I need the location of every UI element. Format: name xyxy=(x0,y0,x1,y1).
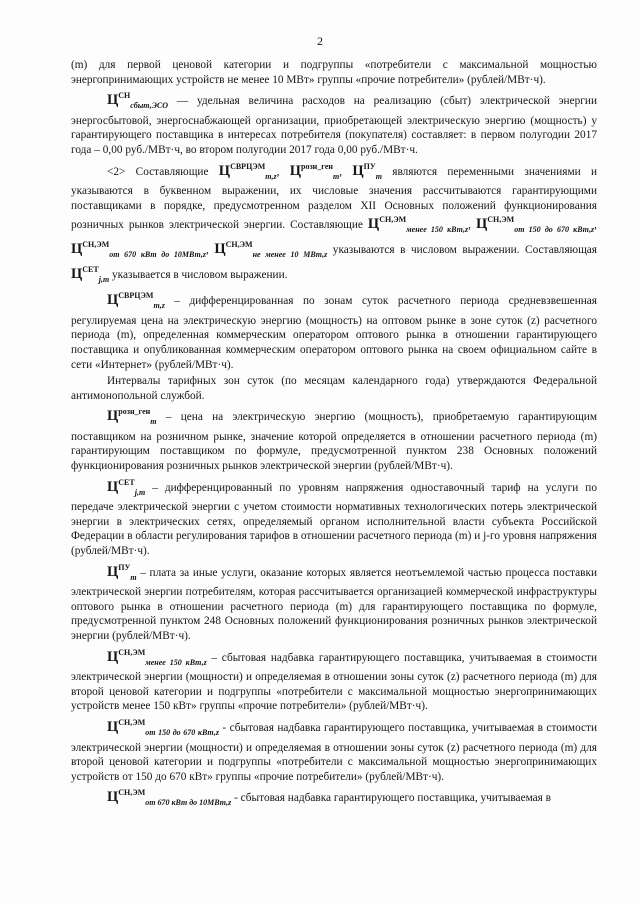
formula-superscript: СН,ЭМ xyxy=(225,239,253,249)
formula-symbol: Ц xyxy=(367,216,380,233)
formula-superscript: ПУ xyxy=(363,161,376,171)
formula-superscript: ПУ xyxy=(118,562,131,572)
formula-superscript: СН,ЭМ xyxy=(82,239,110,249)
formula-superscript: СН,ЭМ xyxy=(118,788,146,798)
formula-subscript: сбыт,ЭСО xyxy=(130,101,169,111)
formula-superscript: СВРЦЭМ xyxy=(230,161,266,171)
formula-subscript: менее 150 кВт,z xyxy=(406,225,469,235)
formula-superscript: СН,ЭМ xyxy=(487,215,515,225)
formula-superscript: СВРЦЭМ xyxy=(118,291,154,301)
formula-superscript: СЕТ xyxy=(118,477,135,487)
paragraph-text: – плата за иные услуги, оказание которых является неотъемлемой частью процесса поставки электрической энергии потребителям, которая рассчитывается организацией коммерческой инфраструктуры оптового рынка в отношении расчетного периода (m) для гарантирующего поставщика по формуле, предусмотренной пунктом 248 Основных положений функционирования розничных рынков электрической энергии (рублей/МВт·ч). xyxy=(71,566,597,642)
paragraph-text: указывается в числовом выражении. xyxy=(109,268,288,281)
paragraph-markup-under-150 xyxy=(71,646,597,714)
formula-symbol: Ц xyxy=(107,718,119,735)
formula-superscript: СН,ЭМ xyxy=(118,717,146,727)
paragraph-tariff-intervals: Интервалы тарифных зон суток (по месяцам календарного года) утверждаются Федеральной антимонопольной службой. xyxy=(71,375,597,402)
paragraph-text: - сбытовая надбавка гарантирующего поставщика, учитываемая в стоимости электрической энергии (мощности) и определяемая в отношении зоны суток (z) расчетного периода (m) для второй ценовой категории и подгруппы «потребители с максимальной мощностью энергопринимающих устройств от 150 до 670 кВт» группы «прочие потребители» (рублей/МВт·ч). xyxy=(71,721,597,783)
paragraph-sbyt-eso xyxy=(71,89,597,157)
paragraph-text: – дифференцированный по уровням напряжения одноставочный тариф на услуги по передаче электрической энергии с учетом стоимости нормативных технологических потерь электрической энергии в электрических сетях, определяемый органом исполнительной власти субъекта Российской Федерации в области регулирования тарифов в отношении расчетного периода (m) и j-го уровня напряжения (рублей/МВт·ч). xyxy=(71,481,597,558)
formula-subscript: не менее 10 МВт,z xyxy=(252,249,328,259)
formula-superscript: розн_ген xyxy=(301,161,333,171)
paragraph-text: <2> Составляющие xyxy=(107,165,219,178)
formula-subscript: m xyxy=(130,572,137,582)
formula-symbol: Ц xyxy=(107,789,119,806)
paragraph-markup-670-10mw xyxy=(71,786,597,811)
formula-subscript: от 150 до 670 кВт,z xyxy=(514,225,595,235)
formula-superscript: СН xyxy=(118,91,131,101)
formula-symbol: Ц xyxy=(214,240,226,257)
paragraph-text: – сбытовая надбавка гарантирующего поставщика, учитываемая в стоимости электрической энергии (мощности) и определяемая в отношении зоны суток (z) расчетного периода (m) для второй ценовой категории и подгруппы «потребители с максимальной мощностью энергопринимающих устройств менее 150 кВт» группы «прочие потребители» (рублей/МВт·ч). xyxy=(71,651,597,713)
formula-subscript: j,m xyxy=(98,274,110,284)
formula-subscript: от 670 кВт до 10МВт,z xyxy=(109,249,206,259)
formula-subscript: от 670 кВт до 10МВт,z xyxy=(145,798,232,808)
formula-subscript: m xyxy=(150,417,157,427)
paragraph-svrcem-definition xyxy=(71,289,597,372)
document-body xyxy=(71,58,597,813)
formula-symbol: Ц xyxy=(107,648,119,665)
paragraph-text: - сбытовая надбавка гарантирующего поставщика, учитываемая в xyxy=(231,792,552,805)
formula-symbol: Ц xyxy=(289,162,302,179)
paragraph-text: – дифференцированная по зонам суток расчетного периода средневзвешенная регулируемая цена на электрическую энергию (мощность) на оптовом рынке в зоне суток (z) расчетного периода (m), определенная коммерческим оператором оптового рынка в отношении гарантирующего поставщика и опубликованная коммерческим оператором оптового рынка на своем официальном сайте в сети «Интернет» (рублей/МВт·ч). xyxy=(71,295,597,371)
paragraph-text: — удельная величина расходов на реализацию (сбыт) электрической энергии энергосбытовой, энергоснабжающей организации, приобретающей электрическую энергию (мощность) у гарантирующего поставщика в интересах потребителя (покупателя) составляет: в первом полугодии 2017 года – 0,00 руб./МВт·ч, во втором полугодии 2017 года 0,00 руб./МВт·ч. xyxy=(71,95,597,156)
formula-symbol: Ц xyxy=(107,478,119,495)
formula-symbol: Ц xyxy=(107,292,119,309)
formula-symbol: Ц xyxy=(107,92,119,109)
formula-subscript: j,m xyxy=(134,487,146,497)
paragraph-text: являются переменными значениями и указываются в буквенном выражении, их числовые значения рассчитываются гарантирующими поставщиками в порядке, предусмотренном разделом XII Основных положений функционирования розничных рынков электрической энергии. Составляющие xyxy=(71,165,597,232)
paragraph-text: – цена на электрическую энергию (мощность), приобретаемую гарантирующим поставщиком на розничном рынке, значение которой определяется в отношении расчетного периода (m) гарантирующим поставщиком по формуле, предусмотренной пунктом 238 Основных положений функционирования розничных рынков электрической энергии (рублей/МВт·ч). xyxy=(71,411,597,473)
page-number: 2 xyxy=(317,34,323,48)
formula-subscript: m xyxy=(375,171,382,181)
formula-symbol: Ц xyxy=(475,216,488,233)
paragraph-set-definition xyxy=(71,476,597,559)
paragraph-continuation: (m) для первой ценовой категории и подгруппы «потребители с максимальной мощностью энергопринимающих устройств не менее 10 МВт» группы «прочие потребители» (рублей/МВт·ч). xyxy=(71,59,597,86)
paragraph-components-note: <2> Составляющие $Ц^{СВРЦЭМ}_{m,z}$, $Ц^{розн\_ген}_m$, $Ц^{ПУ}_m$ являются переменными значениями и указываются в буквенном выражении, их числовые значения рассчитываются гарантирующими поставщиками в порядке, предусмотренном разделом XII Основных положений функционирования розничных рынков электрической энергии. Составляющие $Ц^{СН,ЭМ}_{менее 150 кВт,z}$, $Ц^{СН,ЭМ}_{от 150 до 670 кВт,z}$, $Ц^{СН,ЭМ}_{от 670 кВт до 10МВт,z}$, $Ц^{СН,ЭМ}_{не менее 10 МВт,z}$ указываются в числовом выражении. Составляющая $Ц^{СЕТ}_{j,m}$ указывается в числовом выражении. xyxy=(71,161,597,284)
formula-superscript: розн_ген xyxy=(118,407,151,417)
formula-symbol: Ц xyxy=(107,408,119,425)
paragraph-pu-definition xyxy=(71,561,597,644)
formula-symbol: Ц xyxy=(218,162,231,179)
formula-subscript: m xyxy=(332,171,340,181)
formula-symbol: Ц xyxy=(71,240,83,257)
paragraph-text: указываются в числовом выражении. Составляющая xyxy=(327,243,597,256)
paragraph-rozn-gen-definition xyxy=(71,405,597,473)
formula-symbol: Ц xyxy=(352,162,364,179)
formula-superscript: СН,ЭМ xyxy=(379,215,407,225)
formula-subscript: m,z xyxy=(265,171,277,181)
formula-subscript: от 150 до 670 кВт,z xyxy=(145,727,219,737)
paragraph-markup-150-670 xyxy=(71,716,597,784)
formula-symbol: Ц xyxy=(71,265,83,282)
formula-symbol: Ц xyxy=(107,563,119,580)
formula-subscript: менее 150 кВт,z xyxy=(145,657,207,667)
formula-subscript: m,z xyxy=(153,301,165,311)
formula-superscript: СН,ЭМ xyxy=(118,647,146,657)
formula-superscript: СЕТ xyxy=(82,264,99,274)
